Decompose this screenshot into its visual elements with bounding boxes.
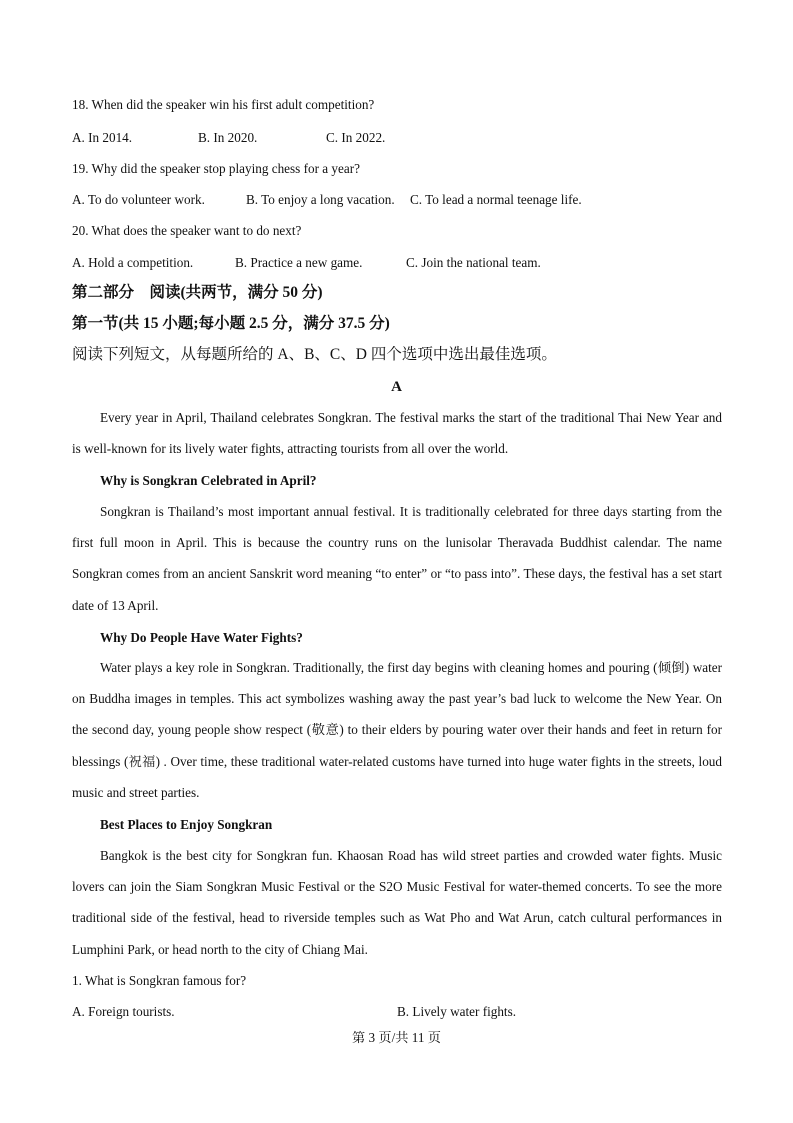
question-18-option-b: B. In 2020. (198, 130, 258, 145)
question-19-option-c: C. To lead a normal teenage life. (410, 192, 582, 207)
page-footer: 第 3 页/共 11 页 (352, 1030, 441, 1045)
reading-instruction: 阅读下列短文，从每题所给的 A、B、C、D 四个选项中选出最佳选项。 (72, 346, 557, 363)
question-18-option-c: C. In 2022. (326, 130, 386, 145)
passage-paragraph-3: Water plays a key role in Songkran. Traditionally, the first day begins with cleaning homes and pouring (倾倒) water on Buddha images in temples. This act symbolizes washing away the past year’s bad luck to welcome the New Year. On the second day, young people show respect (敬意) to their elders by pouring water over their hands and feet in return for blessings (祝福) . Over time, these traditional water-related customs have turned into huge water fights in the streets, loud music and street parties. (72, 660, 722, 800)
passage-paragraph-4: Bangkok is the best city for Songkran fun. Khaosan Road has wild street parties and crowded water fights. Music lovers can join the Siam Songkran Music Festival or the S2O Music Festival for water-themed concerts. To see the more traditional side of the festival, head to riverside temples such as Wat Pho and Wat Arun, catch cultural performances in Lumphini Park, or head north to the city of Chiang Mai. (72, 848, 722, 957)
passage-letter: A (391, 379, 402, 395)
question-20-option-a: A. Hold a competition. (72, 255, 194, 270)
section-one-title: 第一节(共 15 小题;每小题 2.5 分，满分 37.5 分) (72, 315, 390, 332)
question-20-option-b: B. Practice a new game. (235, 255, 363, 270)
question-19-option-a: A. To do volunteer work. (72, 192, 205, 207)
question-18-option-a: A. In 2014. (72, 130, 133, 145)
passage-subheading-1: Why is Songkran Celebrated in April? (100, 473, 317, 488)
question-1-option-a: A. Foreign tourists. (72, 1004, 175, 1019)
question-1-stem: 1. What is Songkran famous for? (72, 973, 247, 988)
question-1-option-b: B. Lively water fights. (397, 1004, 517, 1019)
question-19-stem: 19. Why did the speaker stop playing chess for a year? (72, 161, 360, 176)
passage-subheading-3: Best Places to Enjoy Songkran (100, 817, 273, 832)
question-19-option-b: B. To enjoy a long vacation. (246, 192, 395, 207)
passage-paragraph-2: Songkran is Thailand’s most important annual festival. It is traditionally celebrated for three days starting from the first full moon in April. This is because the country runs on the lunisolar Theravada Buddhist calendar. The name Songkran comes from an ancient Sanskrit word meaning “to enter” or “to pass into”. These days, the festival has a set start date of 13 April. (72, 504, 722, 613)
question-20-stem: 20. What does the speaker want to do next? (72, 223, 302, 238)
question-20-option-c: C. Join the national team. (406, 255, 541, 270)
part-two-title: 第二部分 阅读(共两节，满分 50 分) (72, 284, 323, 301)
passage-paragraph-1: Every year in April, Thailand celebrates Songkran. The festival marks the start of the traditional Thai New Year and is well-known for its lively water fights, attracting tourists from all over the world. (72, 410, 722, 457)
question-18-stem: 18. When did the speaker win his first adult competition? (72, 97, 375, 112)
passage-subheading-2: Why Do People Have Water Fights? (100, 630, 303, 645)
